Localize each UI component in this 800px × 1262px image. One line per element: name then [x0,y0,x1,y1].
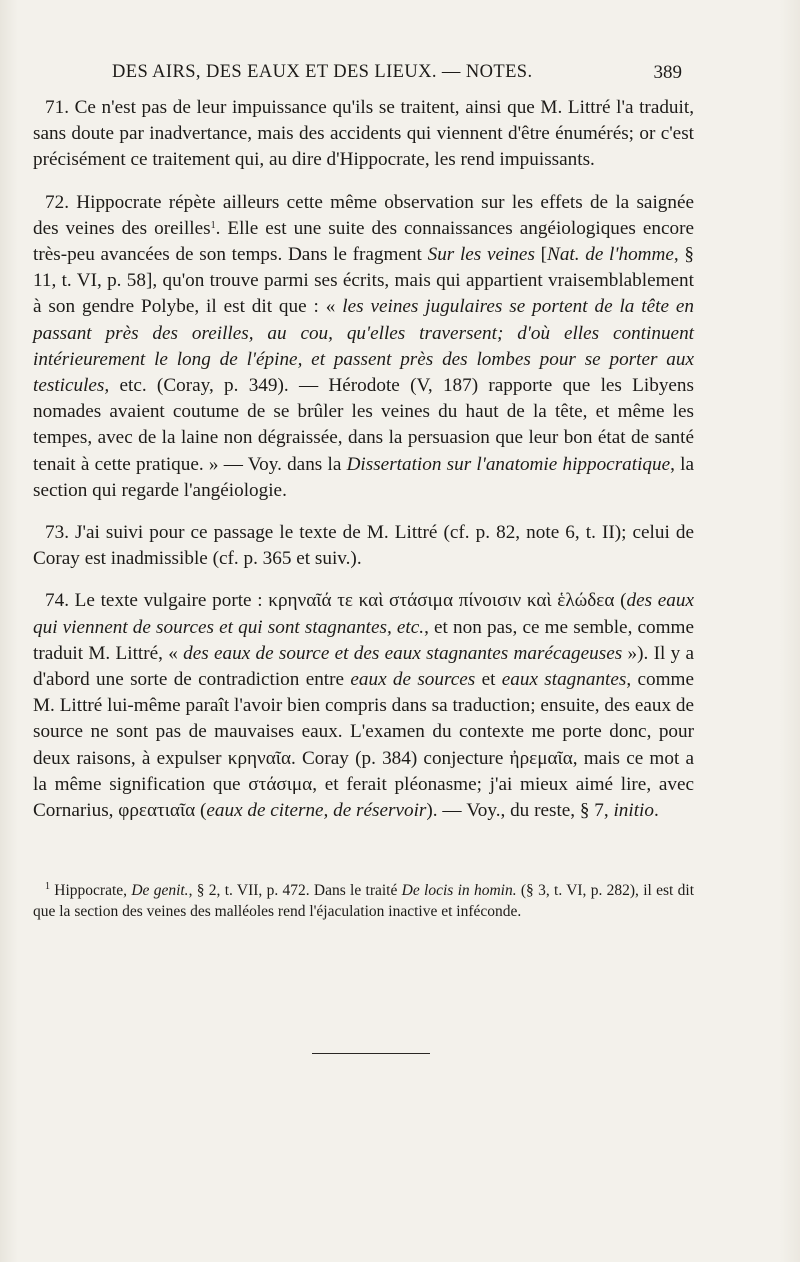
text-run: . [653,800,659,822]
text-run: etc. (Coray, p. 349). — Hérodote (V, 187) rapporte que les Libyens nomades avaient coutume de se brûler les veines du haut de la tête, et même les tempes, avec de la laine non dégraissée, dans la persuasion que leur bon état de santé tenait à cette pratique. » — Voy. dans la [33,375,694,475]
italic-text: les veines jugulaires se portent de la tête en passant près des oreilles, au cou, qu'elles traversent; d'où elles continuent intérieurement le long de l'épine, et passent près des lombes pour se porter aux testicules, [33,296,694,397]
text-run: Hippocrate, [50,882,132,899]
text-run: »). Il y a d'abord une sorte de contradiction entre [33,642,694,691]
note-number: 74. [45,590,69,612]
running-title: DES AIRS, DES EAUX ET DES LIEUX. — NOTES. [112,62,533,82]
italic-text: Sur les veines [427,244,535,266]
text-run: , § 2, t. VII, p. 472. Dans le traité [188,882,402,899]
italic-text: initio [613,800,654,822]
text-run: Hippocrate répète ailleurs cette même observation sur les effets de la saignée des veines des oreilles [33,191,694,239]
page-header [112,62,682,88]
text-run: et [475,669,502,691]
page-number: 389 [653,62,682,83]
footnote-marker: 1 [45,881,50,892]
note-paragraph [33,190,694,504]
italic-text: eaux stagnantes [501,669,627,691]
footnote-ref: 1 [210,219,216,231]
footnote [33,880,694,922]
note-number: 71. [45,97,69,118]
italic-text: des eaux qui viennent de sources et qui sont stagnantes, etc. [33,590,694,638]
italic-text: Dissertation sur l'anatomie hippocratique [346,453,671,475]
text-run: , comme M. Littré lui-même paraît l'avoir bien compris dans sa traduction; ensuite, des eaux de source ne sont pas de mauvaises eaux. L'examen du contexte me porte donc, pour deux raisons, à expulser κρηναῖα. Coray (p. 384) conjecture ἠρεμαῖα, mais ce mot a la même signification que στάσιμα, et ferait pléonasme; j'ai mieux aimé lire, avec Cornarius, φρεατιαῖα ( [33,669,694,822]
text-run: , et non pas, ce me semble, comme traduit M. Littré, « [33,616,694,664]
notes-body [33,95,694,840]
italic-text: eaux de sources [350,669,476,691]
text-run: J'ai suivi pour ce passage le texte de M. Littré (cf. p. 82, note 6, t. II); celui de Coray est inadmissible (cf. p. 365 et suiv.). [33,522,694,570]
italic-text: eaux de citerne, de réservoir [206,800,427,822]
text-run: ). — Voy., du reste, § 7, [426,800,614,822]
text-run: Le texte vulgaire porte : κρηναῖά τε καὶ στάσιμα πίνοισιν καὶ ἑλώδεα ( [68,590,627,612]
text-run: . Elle est une suite des connaissances angéiologiques encore très-peu avancées de son temps. Dans le fragment [33,217,694,266]
italic-text: Nat. de l'homme [547,244,674,266]
note-paragraph [33,520,694,572]
text-run: Ce n'est pas de leur impuissance qu'ils se traitent, ainsi que M. Littré l'a traduit, sans doute par inadvertance, mais des accidents qui viennent d'être énumérés; or c'est précisément ce traitement qui, au dire d'Hippocrate, les rend impuissants. [33,97,694,171]
italic-text: De genit. [131,882,189,899]
text-run: [ [534,244,548,266]
end-rule [312,1053,430,1054]
note-paragraph [33,588,694,824]
note-number: 73. [45,522,69,544]
note-number: 72. [45,191,69,213]
text-run: , § 11, t. VI, p. 58], qu'on trouve parmi ses écrits, mais qui appartient vraisemblablement à son gendre Polybe, il est dit que : « [33,244,694,318]
text-run: , la section qui regarde l'angéiologie. [33,453,694,501]
note-paragraph [33,95,694,174]
italic-text: De locis in homin. [401,882,517,899]
text-run: (§ 3, t. VI, p. 282), il est dit que la section des veines des malléoles rend l'éjaculation inactive et inféconde. [33,882,694,920]
italic-text: des eaux de source et des eaux stagnantes marécageuses [183,642,623,664]
